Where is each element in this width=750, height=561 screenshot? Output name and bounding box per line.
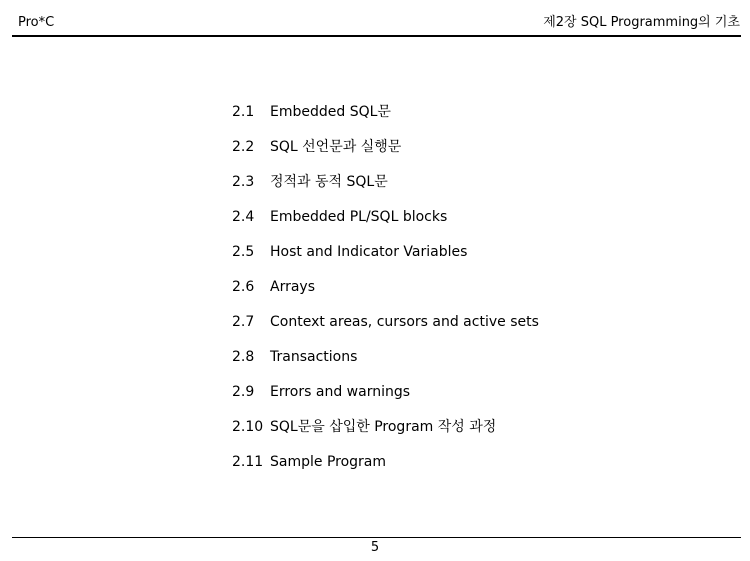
- toc-item-title: SQL 선언문과 실행문: [270, 139, 402, 155]
- toc-item-title: Embedded SQL문: [270, 104, 391, 120]
- toc-item-number: 2.3: [232, 174, 255, 190]
- toc-item-number: 2.7: [232, 314, 255, 330]
- toc-item-number: 2.6: [232, 279, 255, 295]
- toc-item-title: SQL문을 삽입한 Program 작성 과정: [270, 419, 497, 435]
- toc-item: [232, 348, 539, 383]
- toc-item: [232, 278, 539, 313]
- toc-item-title: Sample Program: [270, 454, 387, 470]
- toc-item: [232, 208, 539, 243]
- toc-item-title: Context areas, cursors and active sets: [270, 314, 539, 330]
- header-product-name: Pro*C: [18, 15, 55, 30]
- toc-item-title: 정적과 동적 SQL문: [270, 174, 388, 190]
- toc-item-number: 2.2: [232, 139, 255, 155]
- toc-item-title: Errors and warnings: [270, 384, 411, 400]
- toc-item-title: Arrays: [270, 279, 316, 295]
- toc-item-title: Embedded PL/SQL blocks: [270, 209, 448, 225]
- toc-item-title: Host and Indicator Variables: [270, 244, 468, 260]
- toc-item-number: 2.1: [232, 104, 255, 120]
- table-of-contents: [232, 103, 539, 488]
- toc-item: [232, 103, 539, 138]
- header-chapter-title: 제2장 SQL Programming의 기초: [543, 15, 740, 30]
- toc-item: [232, 418, 539, 453]
- toc-item: [232, 173, 539, 208]
- page-number: 5: [370, 540, 380, 555]
- toc-item: [232, 383, 539, 418]
- toc-item: [232, 243, 539, 278]
- toc-item-number: 2.5: [232, 244, 255, 260]
- toc-item: [232, 138, 539, 173]
- toc-item-number: 2.4: [232, 209, 255, 225]
- toc-item: [232, 453, 539, 488]
- toc-item-number: 2.11: [232, 454, 264, 470]
- toc-item: [232, 313, 539, 348]
- header-divider: [12, 35, 741, 37]
- toc-item-number: 2.10: [232, 419, 264, 435]
- toc-item-number: 2.8: [232, 349, 255, 365]
- footer-divider: [12, 537, 741, 538]
- toc-item-number: 2.9: [232, 384, 255, 400]
- toc-item-title: Transactions: [270, 349, 358, 365]
